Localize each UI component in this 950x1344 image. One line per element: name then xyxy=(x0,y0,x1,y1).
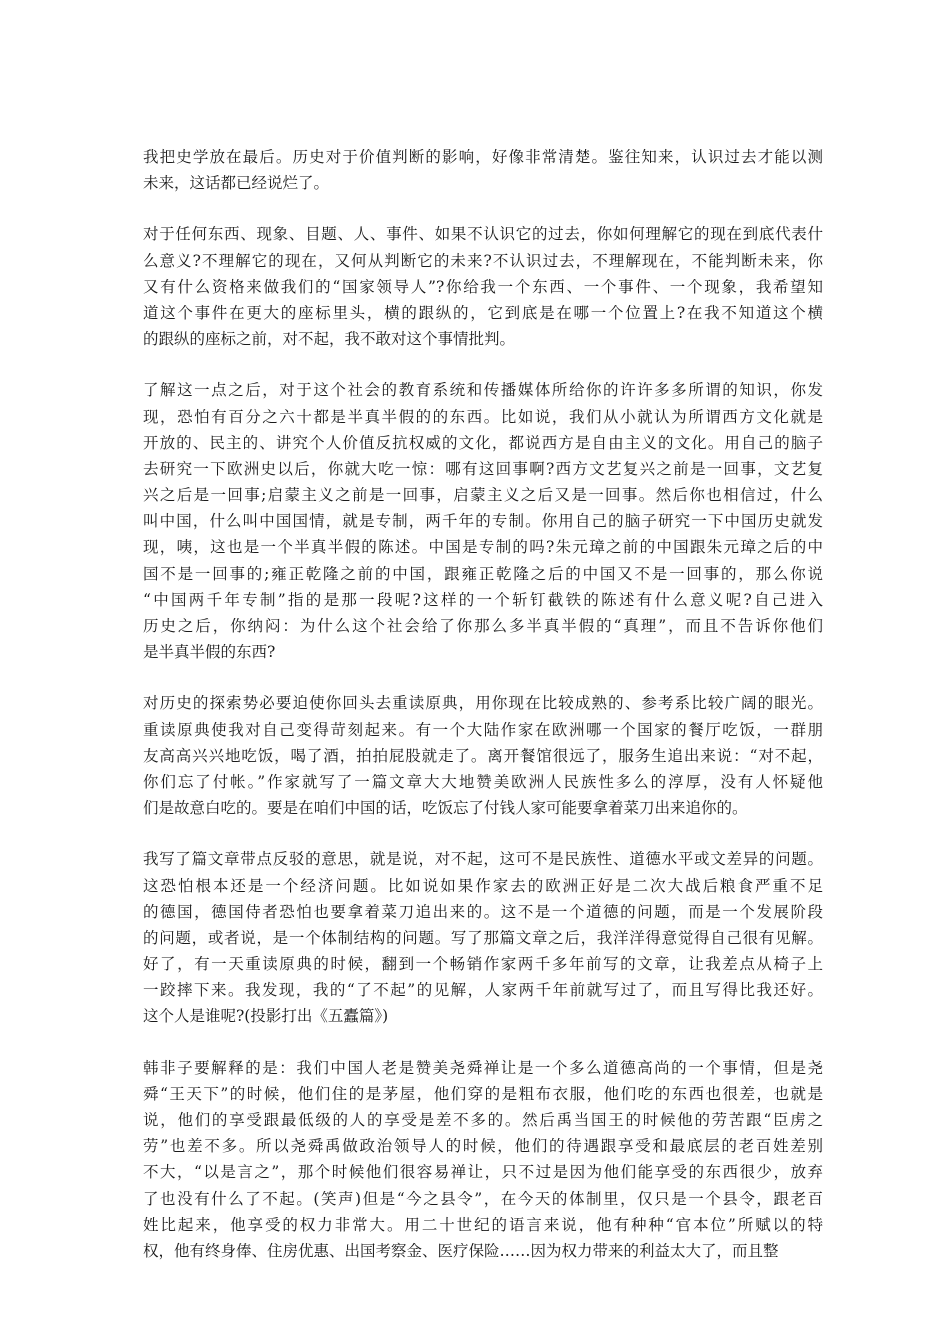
document-body xyxy=(143,144,823,1289)
text-line: 你们忘了付帐。”作家就写了一篇文章大大地赞美欧洲人民族性多么的淳厚，没有人怀疑他 xyxy=(143,772,823,791)
text-line: 又有什么资格来做我们的“国家领导人”?你给我一个东西、一个事件、一个现象，我希望知 xyxy=(143,277,823,296)
paragraph xyxy=(143,144,823,196)
text-line: 现，咦，这也是一个半真半假的陈述。中国是专制的吗?朱元璋之前的中国跟朱元璋之后的中 xyxy=(143,538,823,557)
paragraph xyxy=(143,846,823,1029)
text-line: 姓比起来，他享受的权力非常大。用二十世纪的语言来说，他有种种“官本位”所赋以的特 xyxy=(143,1215,823,1234)
text-line: 重读原典使我对自己变得苛刻起来。有一个大陆作家在欧洲哪一个国家的餐厅吃饭，一群朋 xyxy=(143,720,823,739)
text-line: “中国两千年专制”指的是那一段呢?这样的一个斩钉截铁的陈述有什么意义呢?自己进入 xyxy=(143,590,823,609)
text-line: 未来，这话都已经说烂了。 xyxy=(143,174,330,193)
text-line: 开放的、民主的、讲究个人价值反抗权威的文化，都说西方是自由主义的文化。用自己的脑子 xyxy=(143,433,823,452)
text-line: 对于任何东西、现象、目题、人、事件、如果不认识它的过去，你如何理解它的现在到底代表什 xyxy=(143,225,823,244)
text-line: 了解这一点之后，对于这个社会的教育系统和传播媒体所给你的许许多多所谓的知识，你发 xyxy=(143,381,823,400)
text-line: 我把史学放在最后。历史对于价值判断的影响，好像非常清楚。鉴往知来，认识过去才能以测 xyxy=(143,148,823,166)
paragraph xyxy=(143,377,823,665)
paragraph xyxy=(143,221,823,352)
text-line: 劳”也差不多。所以尧舜禹做政治领导人的时候，他们的待遇跟享受和最底层的老百姓差别 xyxy=(143,1137,823,1156)
text-line: 权，他有终身俸、住房优惠、出国考察金、医疗保险……因为权力带来的利益太大了，而且整 xyxy=(143,1241,779,1260)
text-line: 这个人是谁呢?(投影打出《五蠹篇》) xyxy=(143,1007,389,1026)
text-line: 友高高兴兴地吃饭，喝了酒，拍拍屁股就走了。离开餐馆很远了，服务生追出来说：“对不起， xyxy=(143,746,823,765)
text-line: 的德国，德国侍者恐怕也要拿着菜刀追出来的。这不是一个道德的问题，而是一个发展阶段 xyxy=(143,902,823,921)
text-line: 好了，有一天重读原典的时候，翻到一个畅销作家两千多年前写的文章，让我差点从椅子上 xyxy=(143,955,823,974)
text-line: 叫中国，什么叫中国国情，就是专制，两千年的专制。你用自己的脑子研究一下中国历史就发 xyxy=(143,512,823,531)
text-line: 国不是一回事的;雍正乾隆之前的中国，跟雍正乾隆之后的中国又不是一回事的，那么你说 xyxy=(143,564,823,583)
text-line: 对历史的探索势必要迫使你回头去重读原典，用你现在比较成熟的、参考系比较广阔的眼光。 xyxy=(143,694,823,713)
paragraph xyxy=(143,690,823,821)
text-line: 这恐怕根本还是一个经济问题。比如说如果作家去的欧洲正好是二次大战后粮食严重不足 xyxy=(143,876,823,895)
text-line: 们是故意白吃的。要是在咱们中国的话，吃饭忘了付钱人家可能要拿着菜刀出来追你的。 xyxy=(143,799,748,818)
text-line: 去研究一下欧洲史以后，你就大吃一惊：哪有这回事啊?西方文艺复兴之前是一回事，文艺复 xyxy=(143,459,823,478)
text-line: 我写了篇文章带点反驳的意思，就是说，对不起，这可不是民族性、道德水平或文差异的问题。 xyxy=(143,850,823,869)
text-line: 一跤摔下来。我发现，我的“了不起”的见解，人家两千年前就写过了，而且写得比我还好。 xyxy=(143,981,823,1000)
text-line: 是半真半假的东西? xyxy=(143,643,276,662)
text-line: 说，他们的享受跟最低级的人的享受是差不多的。然后禹当国王的时候他的劳苦跟“臣虏之 xyxy=(143,1111,823,1129)
paragraph xyxy=(143,1055,823,1265)
text-line: 的问题，或者说，是一个体制结构的问题。写了那篇文章之后，我洋洋得意觉得自己很有见解。 xyxy=(143,928,823,947)
text-line: 不大，“以是言之”，那个时候他们很容易禅让，只不过是因为他们能享受的东西很少，放弃 xyxy=(143,1163,823,1182)
text-line: 道这个事件在更大的座标里头，横的跟纵的，它到底是在哪一个位置上?在我不知道这个横 xyxy=(143,303,823,322)
text-line: 现，恐怕有百分之六十都是半真半假的的东西。比如说，我们从小就认为所谓西方文化就是 xyxy=(143,407,823,426)
text-line: 历史之后，你纳闷：为什么这个社会给了你那么多半真半假的“真理”，而且不告诉你他们 xyxy=(143,617,823,635)
text-line: 韩非子要解释的是：我们中国人老是赞美尧舜禅让是一个多么道德高尚的一个事情，但是尧 xyxy=(143,1058,823,1077)
text-line: 么意义?不理解它的现在，又何从判断它的未来?不认识过去，不理解现在，不能判断未来，你 xyxy=(143,251,823,270)
text-line: 的跟纵的座标之前，对不起，我不敢对这个事情批判。 xyxy=(143,330,516,349)
text-line: 了也没有什么了不起。(笑声)但是“今之县令”，在今天的体制里，仅只是一个县令，跟老百 xyxy=(143,1189,823,1208)
text-line: 舜“王天下”的时候，他们住的是茅屋，他们穿的是粗布衣服，他们吃的东西也很差，也就是 xyxy=(143,1084,823,1103)
text-line: 兴之后是一回事;启蒙主义之前是一回事，启蒙主义之后又是一回事。然后你也相信过，什么 xyxy=(143,486,823,505)
